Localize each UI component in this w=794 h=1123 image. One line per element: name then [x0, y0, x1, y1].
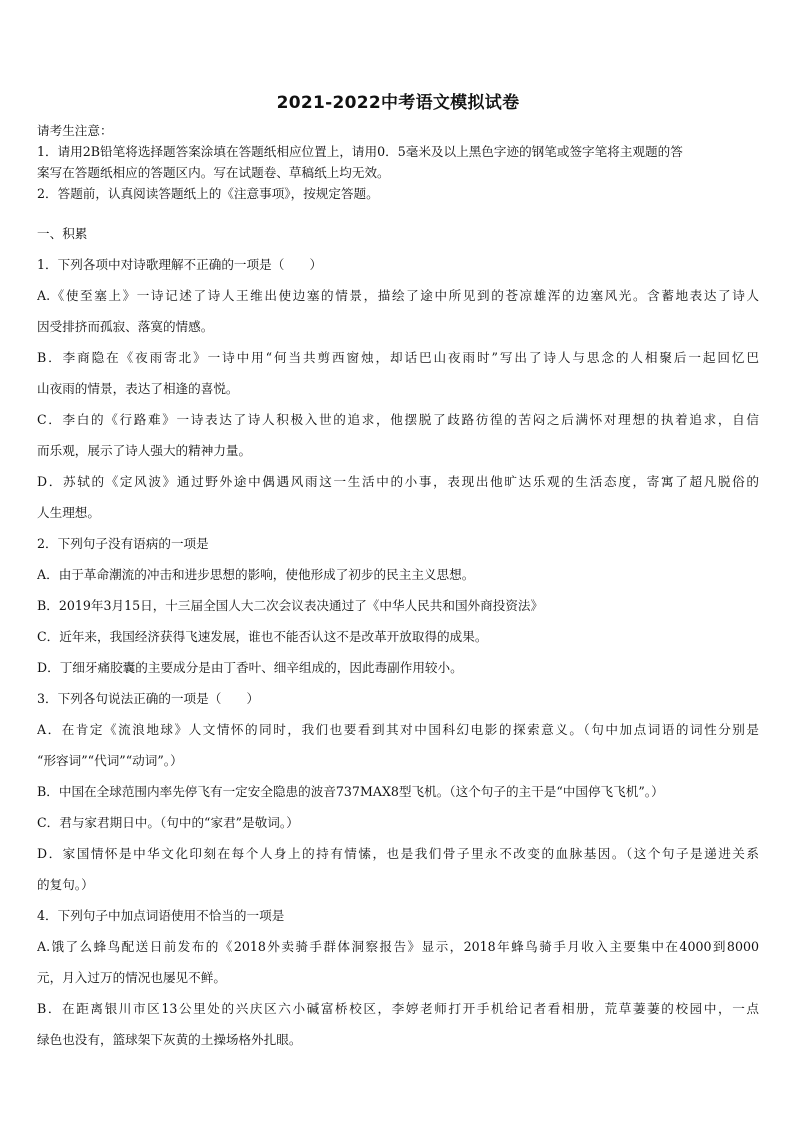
option-a-continued: “形容词”“代词”“动词”。） — [37, 753, 183, 768]
option-b-continued: 绿色也没有，篮球架下灰黄的土操场格外扎眼。 — [37, 1032, 302, 1047]
option-a-continued: 因受排挤而孤寂、落寞的情感。 — [37, 319, 214, 334]
question-stem: 4．下列句子中加点词语使用不恰当的一项是 — [37, 908, 285, 923]
option-d: D．苏轼的《定风波》通过野外途中偶遇风雨这一生活中的小事，表现出他旷达乐观的生活态度，寄寓了超凡脱俗的 — [37, 474, 759, 489]
option-b: B．在距离银川市区13公里处的兴庆区六小碱富桥校区，李婷老师打开手机给记者看相册，荒草萋萋的校园中，一点 — [37, 1001, 759, 1016]
question-3 — [37, 689, 759, 906]
option-d: D．家国情怀是中华文化印刻在每个人身上的持有情愫，也是我们骨子里永不改变的血脉基因。（这个句子是递进关系 — [37, 846, 759, 861]
option-d-continued: 人生理想。 — [37, 505, 100, 520]
option-a: A.饿了么蜂鸟配送日前发布的《2018外卖骑手群体洞察报告》显示，2018年蜂鸟骑手月收入主要集中在4000到8000 — [37, 939, 759, 954]
question-stem: 2．下列句子没有语病的一项是 — [37, 536, 209, 551]
notice-heading: 请考生注意： — [37, 123, 113, 138]
option-b-continued: 山夜雨的情景，表达了相逢的喜悦。 — [37, 381, 239, 396]
option-d: D．丁细牙痛胶囊的主要成分是由丁香叶、细辛组成的，因此毒副作用较小。 — [37, 660, 463, 675]
option-c: C．君与家君期日中。（句中的“家君”是敬词。） — [37, 815, 299, 830]
option-c-continued: 而乐观，展示了诗人强大的精神力量。 — [37, 443, 252, 458]
page-title: 2021-2022中考语文模拟试卷 — [276, 93, 520, 113]
notice-line: 案写在答题纸相应的答题区内。写在试题卷、草稿纸上均无效。 — [37, 165, 390, 180]
option-b: B．2019年3月15日，十三届全国人大二次会议表决通过了《中华人民共和国外商投资法》 — [37, 598, 544, 613]
question-stem: 1．下列各项中对诗歌理解不正确的一项是（ ） — [37, 257, 323, 272]
exam-body — [37, 224, 759, 1061]
option-c: C．李白的《行路难》一诗表达了诗人积极入世的追求，他摆脱了歧路彷徨的苦闷之后满怀对理想的执着追求，自信 — [37, 412, 759, 427]
option-c: C．近年来，我国经济获得飞速发展，谁也不能否认这不是改革开放取得的成果。 — [37, 629, 488, 644]
option-a: A.《使至塞上》一诗记述了诗人王维出使边塞的情景，描绘了途中所见到的苍凉雄浑的边塞风光。含蓄地表达了诗人 — [37, 288, 759, 303]
option-b: B．中国在全球范围内率先停飞有一定安全隐患的波音737MAX8型飞机。（这个句子的主干是“中国停飞飞机”。） — [37, 784, 664, 799]
question-2 — [37, 534, 759, 689]
option-a: A．在肯定《流浪地球》人文情怀的同时，我们也要看到其对中国科幻电影的探索意义。（句中加点词语的词性分别是 — [37, 722, 759, 737]
question-stem: 3．下列各句说法正确的一项是（ ） — [37, 691, 260, 706]
section-heading: 一、积累 — [37, 226, 88, 241]
option-d-continued: 的复句。） — [37, 877, 94, 892]
question-1 — [37, 255, 759, 534]
notice-line: 2．答题前，认真阅读答题纸上的《注意事项》，按规定答题。 — [37, 186, 379, 201]
option-a-continued: 元，月入过万的情况也屡见不鲜。 — [37, 970, 226, 985]
question-4 — [37, 906, 759, 1061]
option-b: B．李商隐在《夜雨寄北》一诗中用“何当共剪西窗烛，却话巴山夜雨时”写出了诗人与思念的人相聚后一起回忆巴 — [37, 350, 759, 365]
candidate-notice — [37, 120, 759, 204]
notice-line: 1．请用2B铅笔将选择题答案涂填在答题纸相应位置上，请用0．5毫米及以上黑色字迹的钢笔或签字笔将主观题的答 — [37, 144, 683, 159]
option-a: A．由于革命潮流的冲击和进步思想的影响，使他形成了初步的民主主义思想。 — [37, 567, 475, 582]
